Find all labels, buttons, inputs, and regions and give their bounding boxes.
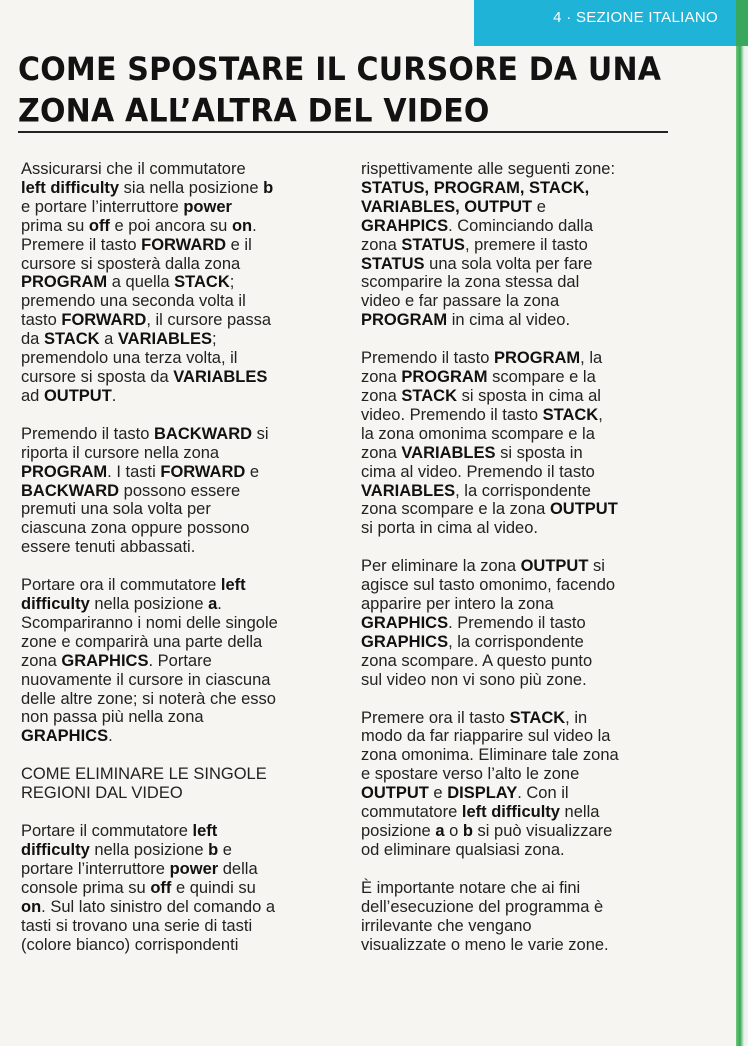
text-run: si può visualizzare od eliminare qualsiasi zona. [361, 822, 613, 859]
text-run: scompare e la zona [361, 368, 596, 405]
text-run: nella posizione [89, 841, 209, 859]
page-title [18, 50, 668, 132]
keyword: VARIABLES [117, 330, 213, 349]
section-label: 4 · SEZIONE ITALIANO [553, 9, 718, 26]
paragraph [361, 160, 701, 330]
text-run: una sola volta per fare scomparire la zona stessa dal video e far passare la zona [361, 254, 593, 311]
text-run: ; premendo una seconda volta il tasto [21, 273, 246, 330]
keyword: OUTPUT [520, 557, 589, 576]
keyword: on [231, 216, 253, 235]
keyword: PROGRAM [21, 462, 108, 481]
header-blank-area [0, 0, 474, 46]
keyword: STATUS [361, 254, 425, 273]
text-run: , la zona omonima scompare e la zona [361, 405, 603, 462]
keyword: STACK [401, 386, 457, 405]
text-run: e [249, 462, 260, 481]
keyword: STACK [43, 330, 100, 349]
text-run: , la zona [361, 349, 603, 387]
text-run: , in modo da far riapparire sul video la zona omonima. Eliminare tale zona e spostare verso l’alto le zone [361, 708, 619, 784]
text-run: nella posizione [361, 803, 600, 840]
keyword: OUTPUT [361, 784, 429, 803]
text-run: si sposta in cima al video. Premendo il tasto [361, 386, 601, 424]
text-run: ; premendolo una terza volta, il cursore si sposta da [21, 330, 238, 386]
text-run: a [99, 330, 118, 349]
keyword: STATUS [401, 235, 465, 254]
section-subheading: COME ELIMINARE LE SINGOLE REGIONI DAL VIDEO [21, 765, 267, 803]
keyword: GRAPHICS [61, 651, 149, 670]
text-run: . Cominciando dalla zona [361, 216, 594, 254]
text-run: e portare l’interruttore [21, 841, 232, 878]
text-run: . [111, 386, 117, 405]
text-run: , la corrispondente zona scompare. A questo punto sul video non vi sono più zone. [361, 632, 593, 689]
keyword: off [88, 216, 110, 235]
text-run: e portare l’interruttore [21, 197, 179, 216]
text-run: ad [21, 386, 40, 405]
keyword: BACKWARD [21, 481, 120, 500]
page-title-line-1: COME SPOSTARE IL CURSORE DA UNA [18, 51, 662, 89]
keyword: STATUS, PROGRAM, STACK, VARIABLES, OUTPUT [361, 178, 590, 216]
keyword: b [462, 822, 473, 840]
paragraph [21, 576, 341, 746]
text-run: sia nella posizione [119, 178, 264, 197]
keyword: STACK [509, 708, 566, 727]
text-run: si porta in cima al video. [361, 519, 538, 538]
text-run: . [108, 727, 113, 746]
text-run: Portare il commutatore [21, 822, 193, 841]
text-run: e [536, 197, 546, 216]
keyword: FORWARD [141, 235, 227, 254]
header-band [0, 0, 748, 46]
text-run: della console prima su [21, 859, 258, 897]
text-run: . Con il commutatore [361, 784, 569, 822]
keyword: GRAPHICS [361, 613, 449, 632]
keyword: PROGRAM [361, 311, 448, 330]
text-run: Premere ora il tasto [361, 708, 510, 727]
keyword: b [208, 841, 219, 859]
keyword: BACKWARD [153, 424, 253, 443]
text-run: Assicurarsi che il commutatore [21, 160, 246, 178]
text-run: È importante notare che ai fini dell’esecuzione del programma è irrilevante che vengano visualizzate o meno le varie zone. [361, 878, 609, 954]
text-run: a quella [107, 273, 175, 292]
keyword: VARIABLES [361, 481, 456, 500]
keyword: b [263, 178, 274, 197]
page-edge-stripe-top [736, 0, 748, 46]
keyword: DISPLAY [447, 784, 518, 803]
text-run: si sposta in cima al video. Premendo il tasto [361, 443, 595, 481]
paragraph [361, 709, 701, 860]
paragraph [21, 822, 341, 954]
text-run: o [444, 822, 463, 840]
keyword: left difficulty [21, 178, 120, 197]
text-run: , il cursore passa da [21, 311, 272, 349]
text-run: rispettivamente alle seguenti zone: [361, 160, 616, 178]
keyword: power [169, 859, 219, 878]
keyword: PROGRAM [493, 349, 581, 368]
text-run: , premere il tasto [464, 235, 588, 254]
text-run: si riporta il cursore nella zona [21, 424, 269, 462]
page-title-line-2: ZONA ALL’ALTRA DEL VIDEO [18, 92, 490, 130]
paragraph [361, 879, 701, 955]
text-run: possono essere premuti una sola volta per ciascuna zona oppure possono essere tenuti abbassati. [21, 481, 250, 557]
keyword: STACK [174, 273, 230, 292]
title-divider [18, 131, 668, 133]
keyword: VARIABLES [173, 367, 268, 386]
keyword: GRAPHICS [361, 632, 449, 651]
text-run: , la corrispondente zona scompare e la zona [361, 481, 591, 519]
text-run: Per eliminare la zona [361, 557, 521, 576]
keyword: GRAPHICS [21, 727, 109, 746]
keyword: power [183, 197, 232, 216]
text-run: e [428, 784, 448, 803]
paragraph [21, 160, 341, 406]
keyword: VARIABLES [401, 443, 496, 462]
keyword: a [435, 822, 445, 840]
right-column [361, 160, 701, 973]
text-run: prima su [21, 216, 85, 235]
keyword: a [208, 595, 218, 614]
text-run: . Premere il tasto [21, 216, 257, 254]
text-run: . Scompariranno i nomi delle singole zone e comparirà una parte della zona [21, 595, 278, 670]
keyword: GRAHPICS [361, 216, 449, 235]
keyword: left difficulty [21, 576, 246, 614]
left-column [21, 160, 341, 973]
text-run: Portare ora il commutatore [21, 576, 221, 595]
text-run: e il cursore si sposterà dalla zona [21, 235, 252, 273]
text-run: nella posizione [89, 595, 209, 614]
keyword: left difficulty [461, 803, 560, 822]
text-run: . I tasti [107, 462, 161, 481]
text-run: . Premendo il tasto [448, 613, 586, 632]
paragraph [21, 425, 341, 557]
keyword: left difficulty [21, 822, 218, 859]
text-run: in cima al video. [447, 311, 571, 330]
keyword: PROGRAM [401, 368, 488, 387]
text-run: e poi ancora su [109, 216, 232, 235]
paragraph [361, 349, 701, 538]
keyword: FORWARD [160, 462, 246, 481]
page-edge-stripe [736, 0, 748, 1046]
section-tab [474, 0, 736, 46]
keyword: OUTPUT [43, 386, 112, 405]
text-run: . Sul lato sinistro del comando a tasti si trovano una serie di tasti (colore bianco) corrispondenti [21, 897, 276, 954]
keyword: off [150, 878, 172, 897]
text-run: Premendo il tasto [361, 349, 494, 368]
keyword: STACK [542, 405, 599, 424]
keyword: FORWARD [61, 311, 147, 330]
text-run: si agisce sul tasto omonimo, facendo apparire per intero la zona [361, 557, 616, 614]
paragraph [361, 557, 701, 689]
keyword: on [21, 897, 42, 916]
text-run: e quindi su [175, 878, 256, 897]
keyword: PROGRAM [21, 273, 108, 292]
text-run: . Portare nuovamente il cursore in ciascuna delle altre zone; si noterà che esso non passa più nella zona [21, 651, 276, 727]
text-run: Premendo il tasto [21, 424, 154, 443]
keyword: OUTPUT [549, 500, 618, 519]
